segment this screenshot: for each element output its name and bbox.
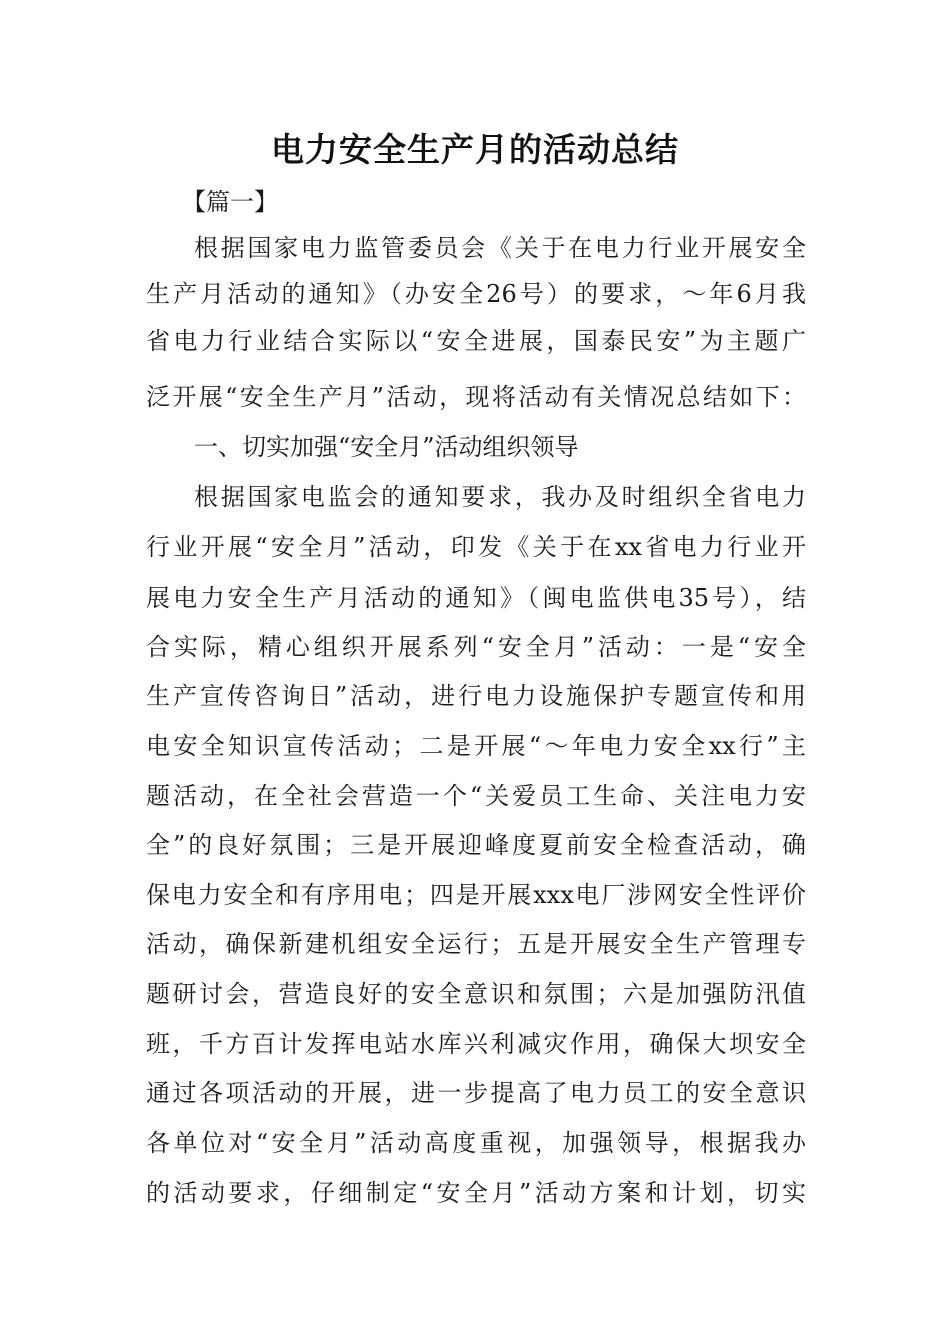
section-tag: 【篇一】 — [182, 188, 278, 216]
text-line: 活动，确保新建机组安全运行；五是开展安全生产管理专 — [146, 930, 806, 958]
text-line: 省电力行业结合实际以“安全进展，国泰民安”为主题广 — [146, 327, 806, 355]
text-line: 电安全知识宣传活动；二是开展“～年电力安全xx行”主 — [146, 732, 806, 760]
text-line: 通过各项活动的开展，进一步提高了电力员工的安全意识 — [146, 1079, 806, 1107]
text-line: 展电力安全生产月活动的通知》（闽电监供电35号），结 — [146, 584, 806, 612]
text-line: 班，千方百计发挥电站水库兴利减灾作用，确保大坝安全 — [146, 1030, 806, 1058]
text-line: 泛开展“安全生产月”活动，现将活动有关情况总结如下： — [146, 383, 806, 411]
text-line: 行业开展“安全月”活动，印发《关于在xx省电力行业开 — [146, 533, 806, 561]
text-line: 生产宣传咨询日”活动，进行电力设施保护专题宣传和用 — [146, 682, 806, 710]
text-line: 生产月活动的通知》（办安全26号）的要求，～年6月我 — [146, 280, 806, 308]
text-line: 全”的良好氛围；三是开展迎峰度夏前安全检查活动，确 — [146, 831, 806, 859]
text-line: 题活动，在全社会营造一个“关爱员工生命、关注电力安 — [146, 782, 806, 810]
text-line: 根据国家电力监管委员会《关于在电力行业开展安全 — [194, 234, 806, 262]
text-line: 题研讨会，营造良好的安全意识和氛围；六是加强防汛值 — [146, 980, 806, 1008]
text-line: 的活动要求，仔细制定“安全月”活动方案和计划，切实 — [146, 1179, 806, 1207]
text-line: 各单位对“安全月”活动高度重视，加强领导，根据我办 — [146, 1129, 806, 1157]
text-line: 保电力安全和有序用电；四是开展xxx电厂涉网安全性评价 — [146, 881, 806, 909]
text-line: 根据国家电监会的通知要求，我办及时组织全省电力 — [194, 483, 806, 511]
section-heading: 一、切实加强“安全月”活动组织领导 — [194, 433, 579, 461]
document-title: 电力安全生产月的活动总结 — [271, 130, 679, 169]
text-line: 合实际，精心组织开展系列“安全月”活动：一是“安全 — [146, 633, 806, 661]
